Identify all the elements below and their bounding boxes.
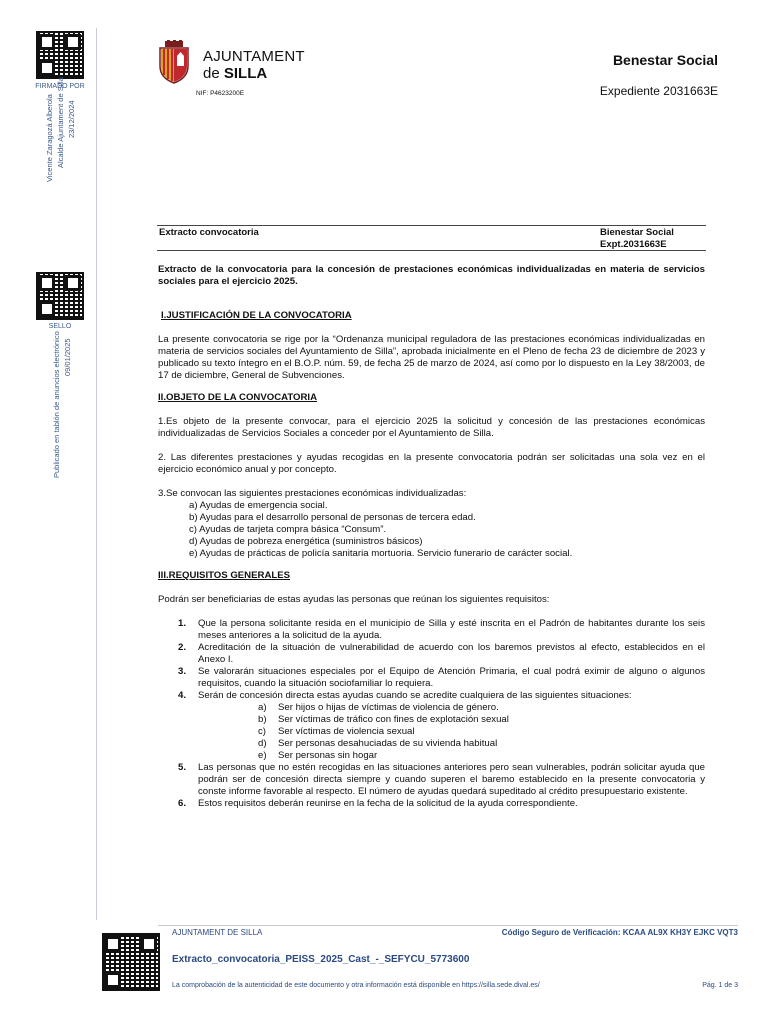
seal-label: SELLO bbox=[48, 323, 72, 330]
document-body bbox=[158, 264, 705, 810]
org-name-silla: SILLA bbox=[223, 65, 268, 82]
section-1-heading: I.JUSTIFICACIÓN DE LA CONVOCATORIA bbox=[161, 310, 352, 321]
nif-number: NIF: P4623200E bbox=[196, 90, 245, 97]
list-item: d) Ayudas de pobreza energética (suministros básicos) bbox=[189, 536, 423, 547]
list-item: 3. Se valorarán situaciones especiales por el Equipo de Atención Primaria, el cual podrá eximir de alguno o algunos requisitos, cuando la situación sociofamiliar lo requiera. bbox=[178, 666, 705, 689]
list-item: 1. Que la persona solicitante resida en el municipio de Silla y esté inscrita en el Padrón de habitantes durante los seis meses anteriores a la solicitud de la ayuda. bbox=[178, 618, 705, 641]
page-number: Pág. 1 de 3 bbox=[702, 982, 738, 989]
list-item: e) Ser personas sin hogar bbox=[258, 750, 378, 761]
list-item: a) Ser hijos o hijas de víctimas de violencia de género. bbox=[258, 702, 499, 713]
list-item: 6. Estos requisitos deberán reunirse en la fecha de la solicitud de la ayuda correspondiente. bbox=[178, 798, 578, 809]
document-intro: Extracto de la convocatoria para la concesión de prestaciones económicas individualizadas en materia de servicios sociales para el ejercicio 2025. bbox=[158, 264, 705, 287]
extract-reference bbox=[600, 227, 674, 251]
ajuntament-silla-coat-of-arms-icon bbox=[157, 40, 191, 84]
section-3-intro: Podrán ser beneficiarias de estas ayudas las personas que reúnan los siguientes requisitos: bbox=[158, 594, 550, 605]
footer-org-name: AJUNTAMENT DE SILLA bbox=[172, 928, 263, 937]
section-3-heading: III.REQUISITOS GENERALES bbox=[158, 570, 291, 581]
list-item: 2. Acreditación de la situación de vulnerabilidad de acuerdo con los baremos previstos al efecto, establecidos en el Anexo I. bbox=[178, 642, 705, 665]
list-item: c) Ser víctimas de violencia sexual bbox=[258, 726, 415, 737]
signature-qr-code bbox=[36, 31, 84, 79]
list-item: a) Ayudas de emergencia social. bbox=[189, 500, 328, 511]
signer-role: Alcalde Ajuntament de Silla bbox=[56, 77, 65, 168]
department-title: Benestar Social bbox=[612, 52, 718, 68]
list-item: b) Ser víctimas de tráfico con fines de explotación sexual bbox=[258, 714, 509, 725]
extract-box-bottom-rule bbox=[157, 250, 706, 251]
authenticity-note: La comprobación de la autenticidad de este documento y otra información está disponible en https://silla.sede.dival.es/ bbox=[172, 982, 540, 989]
org-name-line2: de SILLA bbox=[203, 65, 268, 82]
sidebar-divider bbox=[96, 28, 97, 920]
list-item: b) Ayudas para el desarrollo personal de personas de tercera edad. bbox=[189, 512, 476, 523]
signer-name: Vicente Zaragozá Alberola bbox=[45, 94, 54, 182]
extract-box-top-rule bbox=[157, 225, 706, 226]
section-1-text: La presente convocatoria se rige por la “Ordenanza municipal reguladora de las prestaciones económicas individualizadas en materia de servicios sociales del Ayuntamiento de Silla”, aprobada inicialmente en el Pleno de fecha 23 de diciembre de 2023 y publicado su texto íntegro en el B.O.P. núm. 59, de fecha 25 de marzo de 2024, así como por lo dispuesto en la Ley 38/2003, de 17 de diciembre, General de Subvenciones. bbox=[158, 334, 705, 381]
seal-qr-code bbox=[36, 272, 84, 320]
list-item: d) Ser personas desahuciadas de su vivienda habitual bbox=[258, 738, 498, 749]
section-2-heading: II.OBJETO DE LA CONVOCATORIA bbox=[158, 392, 318, 403]
extract-expt: Expt.2031663E bbox=[600, 239, 667, 250]
footer-divider bbox=[158, 925, 738, 926]
document-filename: Extracto_convocatoria_PEISS_2025_Cast_-_SEFYCU_5773600 bbox=[172, 954, 470, 965]
verification-qr-code bbox=[102, 933, 160, 991]
list-item: c) Ayudas de tarjeta compra básica “Consum”. bbox=[189, 524, 387, 535]
requirements-list bbox=[158, 618, 705, 810]
verification-code: Código Seguro de Verificación: KCAA AL9X KH3Y EJKC VQT3 bbox=[501, 928, 738, 937]
signed-by-label: FIRMADO POR bbox=[35, 83, 85, 90]
section-2-paragraph-3: 3.Se convocan las siguientes prestaciones económicas individualizadas: bbox=[158, 488, 467, 499]
signature-date: 23/12/2024 bbox=[67, 100, 76, 138]
org-name-line1: AJUNTAMENT bbox=[203, 48, 305, 65]
list-item: e) Ayudas de prácticas de policía sanitaria mortuoria. Servicio funerario de carácter social. bbox=[189, 548, 573, 559]
section-2-paragraph-1: 1.Es objeto de la presente convocar, para el ejercicio 2025 la solicitud y concesión de las prestaciones económicas individualizadas de Servicios Sociales a conceder por el Ayuntamiento de Silla. bbox=[158, 416, 705, 439]
publication-date: 09/01/2025 bbox=[63, 338, 72, 376]
extract-department: Bienestar Social bbox=[600, 227, 674, 238]
list-item: 5. Las personas que no estén recogidas en las situaciones anteriores pero sean vulnerables, podrán solicitar ayuda que podrán ser de concesión directa siempre y cuando superen el baremo establecido en la presente convocatoria y conste informe favorable al respecto. El número de ayudas quedará supeditado al crédito presupuestario existente. bbox=[178, 762, 705, 797]
expediente-number: Expediente 2031663E bbox=[599, 84, 718, 98]
publication-text: Publicado en tablón de anuncios electrónico bbox=[52, 331, 61, 478]
section-2-paragraph-2: 2. Las diferentes prestaciones y ayudas recogidas en la presente convocatoria podrán ser solicitadas una sola vez en el ejercicio económico anual y por concepto. bbox=[158, 452, 705, 475]
list-item: 4. Serán de concesión directa estas ayudas cuando se acredite cualquiera de las siguientes situaciones: bbox=[178, 690, 632, 701]
extract-label: Extracto convocatoria bbox=[159, 227, 259, 238]
